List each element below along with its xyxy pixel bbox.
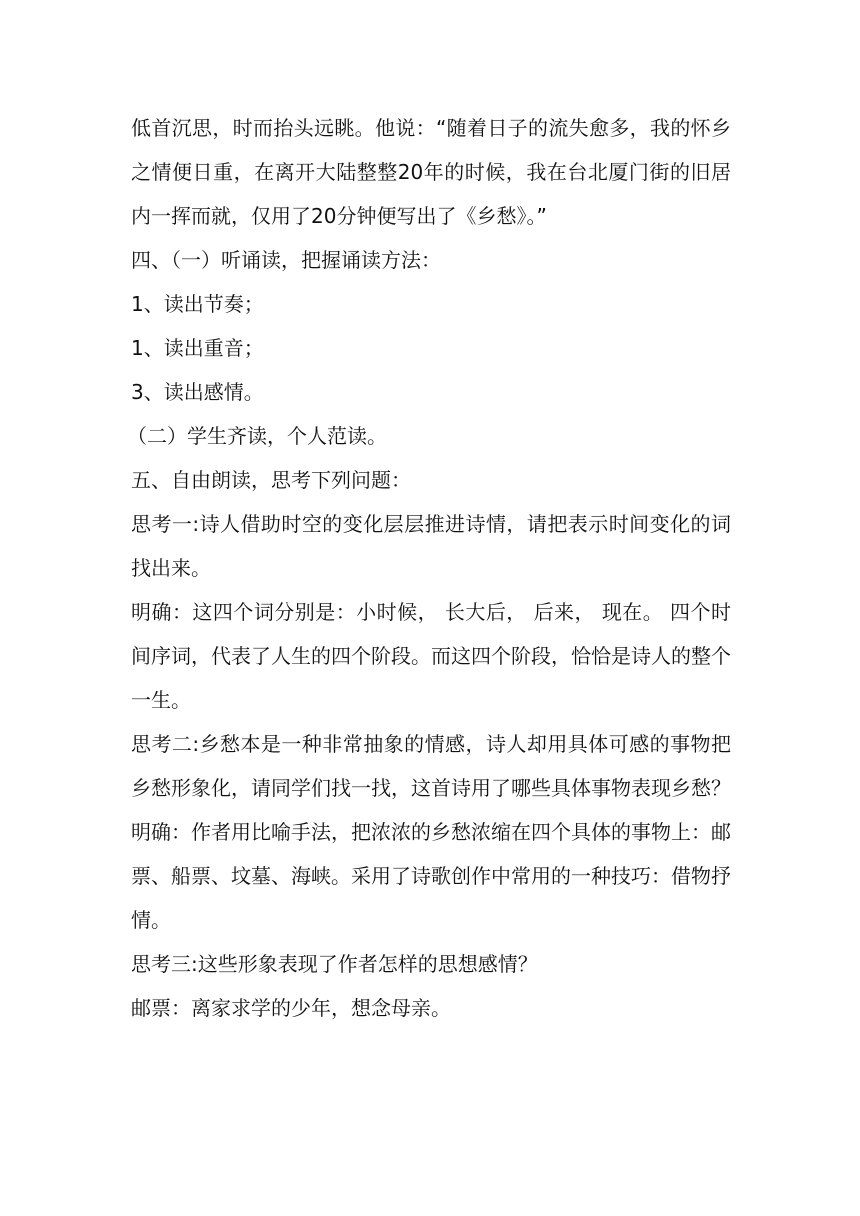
paragraph-quote: 低首沉思，时而抬头远眺。他说：“随着日子的流失愈多，我的怀乡之情便日重，在离开大陆整整20年的时候，我在台北厦门街的旧居内一挥而就，仅用了20分钟便写出了《乡愁》。”	[131, 116, 731, 228]
question-two: 思考二:乡愁本是一种非常抽象的情感，诗人却用具体可感的事物把乡愁形象化，请同学们找一找，这首诗用了哪些具体事物表现乡愁？	[131, 732, 731, 800]
list-item-rhythm: 1、读出节奏；	[131, 292, 264, 316]
answer-three-stamp: 邮票：离家求学的少年，想念母亲。	[131, 996, 451, 1020]
list-item-stress: 1、读出重音；	[131, 336, 264, 360]
question-three: 思考三:这些形象表现了作者怎样的思想感情？	[131, 952, 538, 976]
answer-one: 明确：这四个词分别是：小时候， 长大后， 后来， 现在。 四个时间序词，代表了人生的四个阶段。而这四个阶段，恰恰是诗人的整个一生。	[131, 600, 731, 712]
section-heading-four: 四、（一）听诵读，把握诵读方法：	[131, 248, 441, 272]
section-heading-five: 五、自由朗读，思考下列问题：	[131, 468, 411, 492]
document-body	[127, 106, 731, 1030]
subsection-heading-two: （二）学生齐读，个人范读。	[127, 424, 387, 448]
answer-two: 明确：作者用比喻手法，把浓浓的乡愁浓缩在四个具体的事物上：邮票、船票、坟墓、海峡。采用了诗歌创作中常用的一种技巧：借物抒情。	[131, 820, 731, 932]
question-one: 思考一:诗人借助时空的变化层层推进诗情，请把表示时间变化的词找出来。	[131, 512, 731, 580]
list-item-emotion: 3、读出感情。	[131, 380, 264, 404]
